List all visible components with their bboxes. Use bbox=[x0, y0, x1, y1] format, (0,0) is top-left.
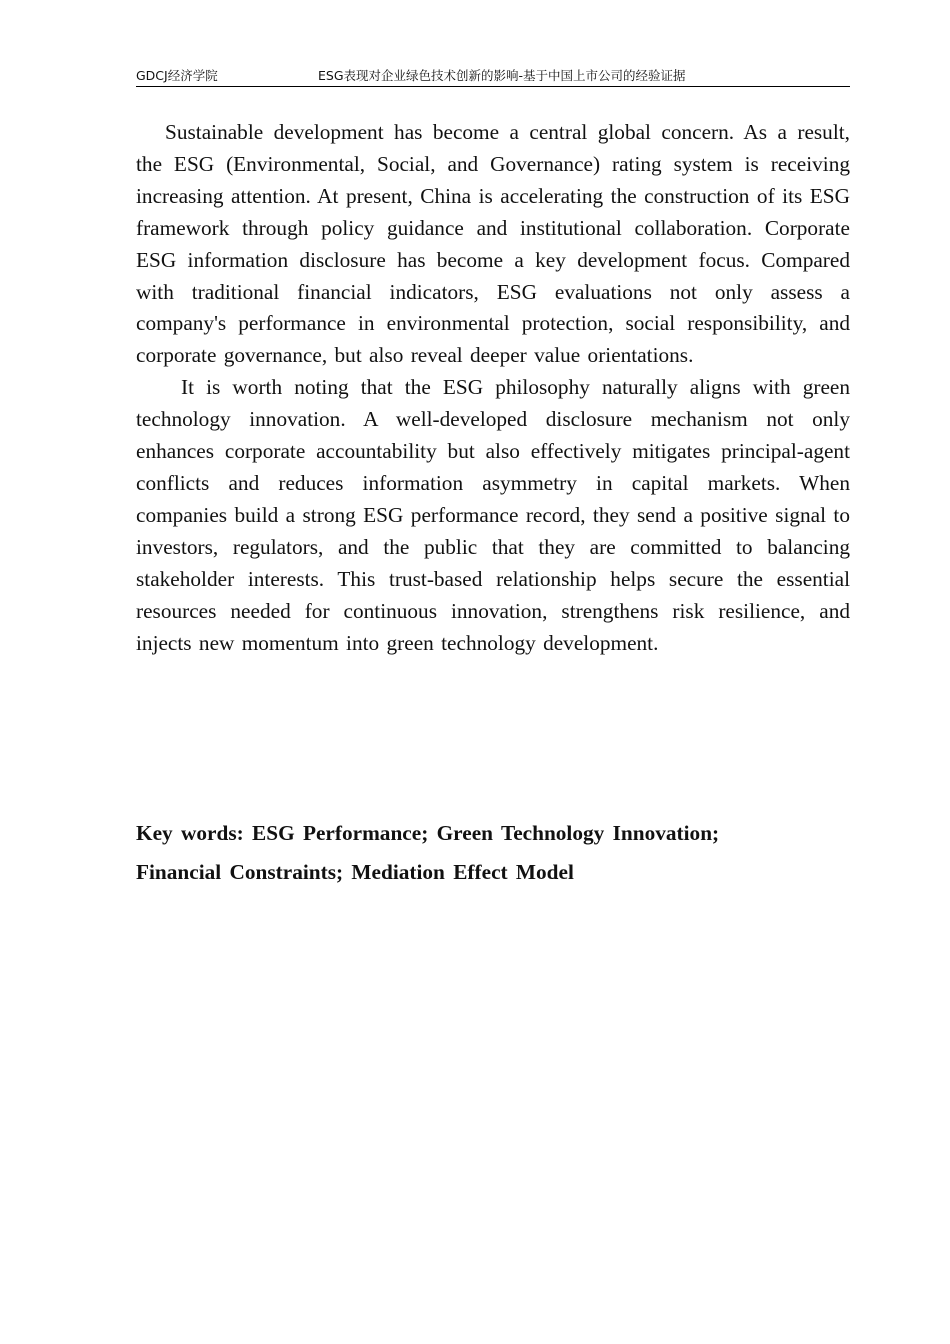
page-header bbox=[136, 68, 850, 87]
keywords-line-1: Key words: ESG Performance; Green Technology Innovation; bbox=[136, 821, 720, 845]
keywords-line-2: Financial Constraints; Mediation Effect Model bbox=[136, 860, 574, 884]
header-institution: GDCJ经济学院 bbox=[136, 68, 218, 83]
header-title: ESG表现对企业绿色技术创新的影响-基于中国上市公司的经验证据 bbox=[318, 68, 686, 83]
abstract-body bbox=[136, 117, 850, 659]
abstract-paragraph-2: It is worth noting that the ESG philosophy naturally aligns with green technology innovation. A well-developed disclosure mechanism not only enhances corporate accountability but also effectively mitigates principal-agent conflicts and reduces information asymmetry in capital markets. When companies build a strong ESG performance record, they send a positive signal to investors, regulators, and the public that they are committed to balancing stakeholder interests. This trust-based relationship helps secure the essential resources needed for continuous innovation, strengthens risk resilience, and injects new momentum into green technology development. bbox=[136, 375, 850, 655]
keywords-block bbox=[136, 814, 850, 892]
abstract-paragraph-1: Sustainable development has become a central global concern. As a result, the ESG (Environmental, Social, and Governance) rating system is receiving increasing attention. At present, China is accelerating the construction of its ESG framework through policy guidance and institutional collaboration. Corporate ESG information disclosure has become a key development focus. Compared with traditional financial indicators, ESG evaluations not only assess a company's performance in environmental protection, social responsibility, and corporate governance, but also reveal deeper value orientations. bbox=[136, 120, 850, 368]
